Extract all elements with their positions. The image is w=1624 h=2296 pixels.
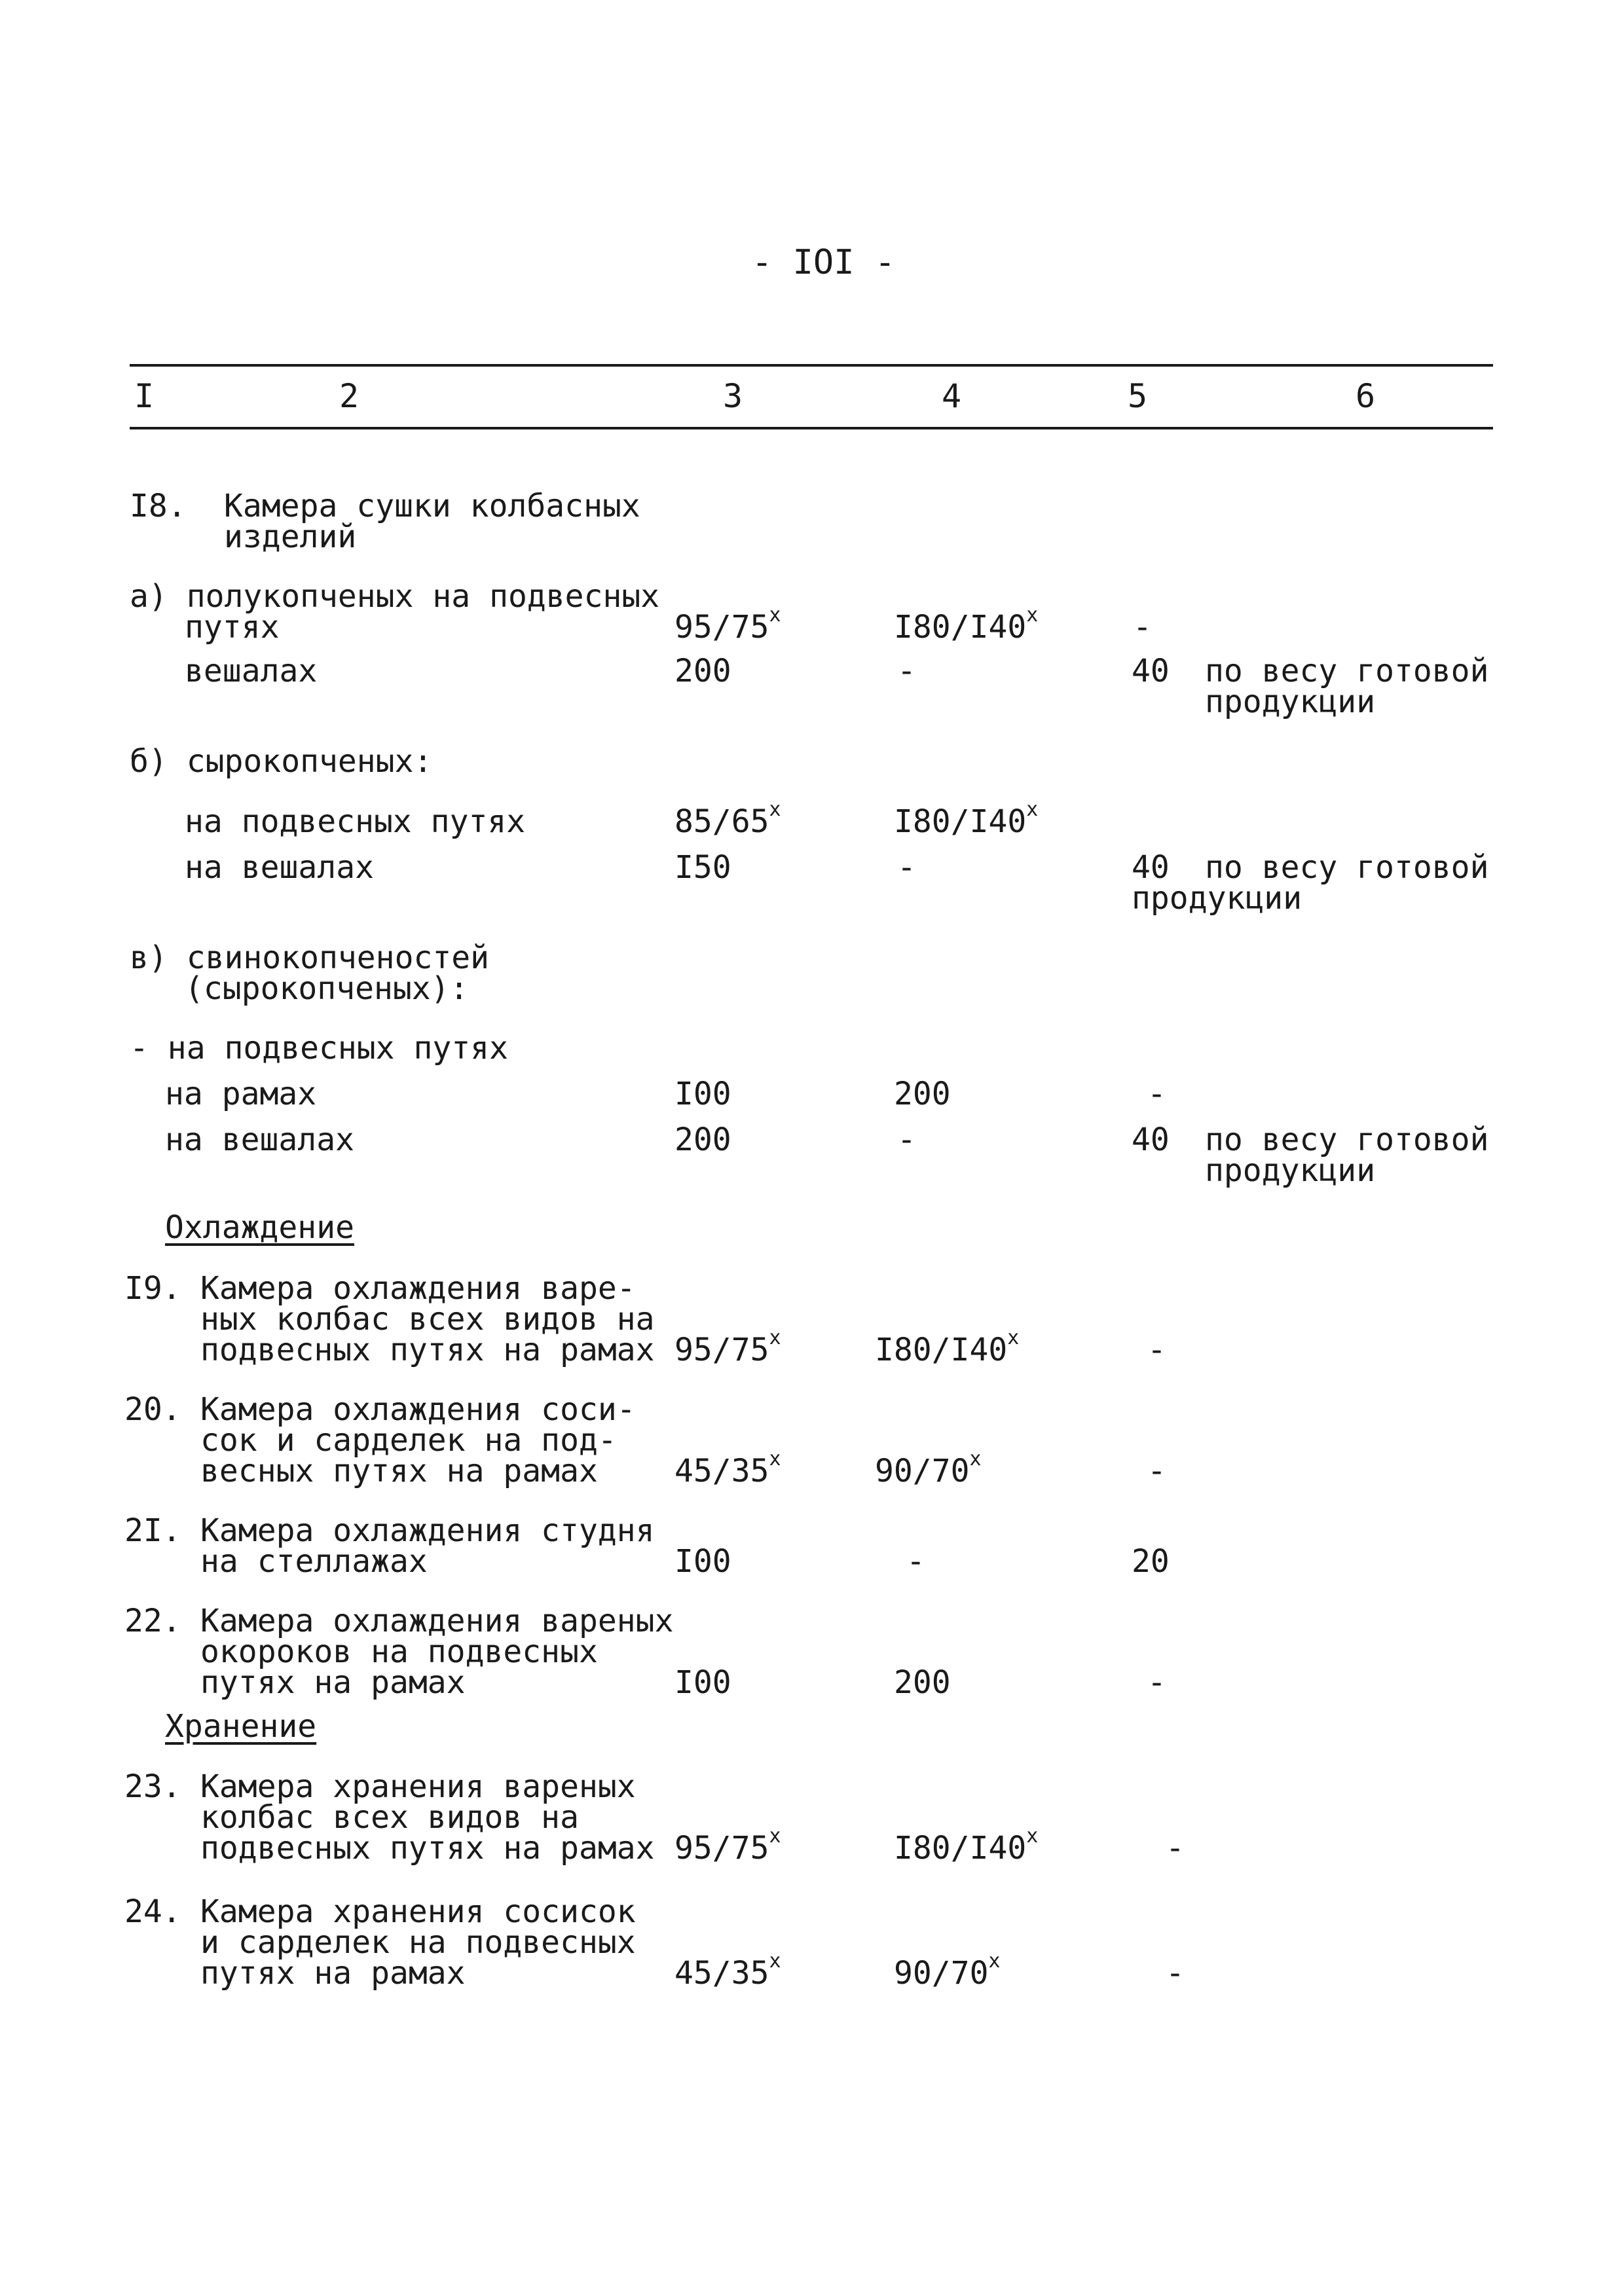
col-header-2: 2 (339, 377, 360, 415)
row-19-col4: I80/I40$^x$ (875, 1326, 1020, 1368)
row-18b2-col6: по весу готовой (1205, 849, 1489, 886)
row-18v3-col4: - (897, 1121, 916, 1158)
row-18a2-col3: 200 (674, 653, 731, 689)
row-22-col3: I00 (674, 1664, 731, 1701)
row-23-desc-2: колбас всех видов на (200, 1799, 579, 1836)
row-22-desc: Камера охлаждения вареных (200, 1603, 674, 1639)
row-18a2-col5: 40 (1132, 653, 1170, 689)
row-18a2-col4: - (897, 653, 916, 689)
row-18a-label-cont: путях (185, 609, 280, 646)
row-18b1-label: на подвесных путях (185, 803, 526, 840)
row-18a-col5: - (1133, 609, 1152, 646)
row-19-desc-2: ных колбас всех видов на (200, 1301, 655, 1338)
row-19-desc: Камера охлаждения варе- (200, 1270, 636, 1307)
row-20-col4: 90/70$^x$ (875, 1448, 982, 1489)
col-header-3: 3 (723, 377, 743, 415)
row-21-col5: 20 (1132, 1543, 1170, 1580)
row-18v-label: в) свинокопченостей (130, 939, 490, 976)
row-20-col5: - (1147, 1453, 1166, 1489)
row-23-col3: 95/75$^x$ (674, 1825, 781, 1867)
row-18v1-label: - на подвесных путях (130, 1030, 508, 1066)
row-18v3-col6: по весу готовой (1205, 1121, 1489, 1158)
row-23-desc-3: подвесных путях на рамах (200, 1830, 655, 1867)
row-18b2-col6-cont: продукции (1132, 880, 1302, 917)
row-18v3-col3: 200 (674, 1121, 731, 1158)
header-bottom-rule (130, 427, 1493, 429)
row-21-desc: Камера охлаждения студня (200, 1512, 655, 1549)
row-19-desc-3: подвесных путях на рамах (200, 1332, 655, 1368)
row-24-desc: Камера хранения сосисок (200, 1893, 636, 1930)
row-18a-col4: I80/I40$^x$ (894, 604, 1039, 646)
row-24-number: 24. (124, 1893, 181, 1930)
row-18b2-label: на вешалах (185, 849, 374, 886)
row-23-number: 23. (124, 1768, 181, 1805)
col-header-1: I (134, 377, 155, 415)
row-18v3-col6-cont: продукции (1205, 1152, 1376, 1189)
row-18v2-col5: - (1147, 1076, 1166, 1112)
row-18b1-col3: 85/65$^x$ (674, 798, 781, 840)
row-18v3-col5: 40 (1132, 1121, 1170, 1158)
row-24-col4: 90/70$^x$ (894, 1950, 1001, 1992)
row-20-desc-2: сок и сарделек на под- (200, 1422, 617, 1459)
col-header-5: 5 (1128, 377, 1148, 415)
row-18v-label-cont: (сырокопченых): (185, 970, 469, 1007)
row-20-desc: Камера охлаждения соси- (200, 1391, 636, 1428)
row-18v2-label: на рамах (165, 1076, 317, 1112)
row-18a2-col6: по весу готовой (1205, 653, 1489, 689)
row-24-desc-2: и сарделек на подвесных (200, 1924, 636, 1961)
row-19-number: I9. (124, 1270, 181, 1307)
row-18v2-col3: I00 (674, 1076, 731, 1112)
row-18-title-cont: изделий (224, 519, 357, 555)
row-21-col4: - (906, 1543, 925, 1580)
row-18a-label: а) полукопченых на подвесных (130, 578, 660, 615)
row-22-col5: - (1147, 1664, 1166, 1701)
row-24-desc-3: путях на рамах (200, 1955, 466, 1992)
page-number: - IOI - (752, 243, 896, 282)
row-21-desc-2: на стеллажах (200, 1543, 428, 1580)
row-24-col3: 45/35$^x$ (674, 1950, 781, 1992)
row-19-col5: - (1147, 1332, 1166, 1368)
row-22-desc-3: путях на рамах (200, 1664, 466, 1701)
header-top-rule (130, 364, 1493, 367)
section-heading-cooling: Охлаждение (165, 1209, 354, 1246)
row-18a-col3: 95/75$^x$ (674, 604, 781, 646)
row-18v3-label: на вешалах (165, 1121, 354, 1158)
row-22-col4: 200 (894, 1664, 951, 1701)
row-22-number: 22. (124, 1603, 181, 1639)
row-23-desc: Камера хранения вареных (200, 1768, 636, 1805)
row-18-title: Камера сушки колбасных (224, 488, 640, 524)
row-19-col3: 95/75$^x$ (674, 1326, 781, 1368)
row-23-col5: - (1166, 1830, 1185, 1867)
row-23-col4: I80/I40$^x$ (894, 1825, 1039, 1867)
row-22-desc-2: окороков на подвесных (200, 1633, 598, 1670)
col-header-4: 4 (942, 377, 962, 415)
row-18v2-col4: 200 (894, 1076, 951, 1112)
row-18b1-col4: I80/I40$^x$ (894, 798, 1039, 840)
row-18b2-col5: 40 (1132, 849, 1170, 886)
row-18b2-col3: I50 (674, 849, 731, 886)
col-header-6: 6 (1356, 377, 1376, 415)
row-20-col3: 45/35$^x$ (674, 1448, 781, 1489)
row-24-col5: - (1166, 1955, 1185, 1992)
row-18-number: I8. (130, 488, 187, 524)
row-21-number: 2I. (124, 1512, 181, 1549)
row-21-col3: I00 (674, 1543, 731, 1580)
row-18a2-label: вешалах (185, 653, 318, 689)
row-20-desc-3: весных путях на рамах (200, 1453, 598, 1489)
row-18b-label: б) сырокопченых: (130, 743, 433, 780)
row-20-number: 20. (124, 1391, 181, 1428)
row-18b2-col4: - (897, 849, 916, 886)
section-heading-storage: Хранение (165, 1708, 317, 1745)
row-18a2-col6-cont: продукции (1205, 683, 1376, 720)
